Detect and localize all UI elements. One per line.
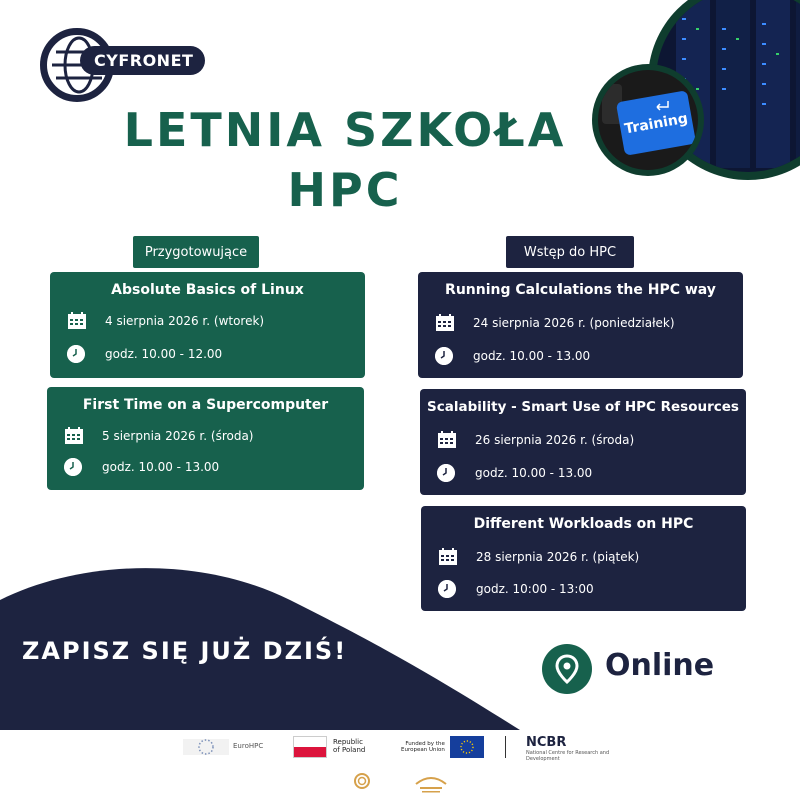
clock-icon (435, 347, 453, 365)
course-date: 26 sierpnia 2026 r. (środa) (475, 433, 635, 447)
training-key-label: Training (616, 90, 696, 156)
tag-preparatory: Przygotowujące (133, 236, 259, 268)
eu-funded-logo: Funded by the European Union (401, 736, 484, 758)
ncbr-logo: NCBR (526, 735, 567, 750)
calendar-icon (64, 427, 84, 445)
calendar-icon (435, 314, 455, 332)
tag-intro-hpc: Wstęp do HPC (506, 236, 634, 268)
logo-text: CYFRONET (80, 46, 205, 75)
page-title-line1: LETNIA SZKOŁA (123, 103, 567, 157)
course-title: Scalability - Smart Use of HPC Resources (427, 399, 739, 415)
course-card (418, 272, 743, 378)
course-title: Absolute Basics of Linux (111, 282, 304, 298)
republic-of-poland-logo: Republic of Poland (293, 736, 365, 758)
calendar-icon (67, 312, 87, 330)
location-label: Online (605, 648, 715, 683)
course-date: 4 sierpnia 2026 r. (wtorek) (105, 314, 265, 328)
course-time: godz. 10.00 - 12.00 (105, 347, 223, 361)
poland-flag-icon (293, 736, 327, 758)
cyfronet-logo (40, 28, 194, 102)
clock-icon (437, 464, 455, 482)
course-time: godz. 10:00 - 13:00 (476, 582, 594, 596)
eurohpc-stars-icon (183, 737, 229, 757)
enter-arrow-icon (654, 100, 670, 112)
location-badge (542, 644, 592, 694)
course-card (50, 272, 365, 378)
course-title: Running Calculations the HPC way (445, 282, 716, 298)
footer-divider (505, 736, 506, 758)
course-date: 28 sierpnia 2026 r. (piątek) (476, 550, 640, 564)
clock-icon (64, 458, 82, 476)
course-card (47, 387, 364, 490)
course-date: 24 sierpnia 2026 r. (poniedziałek) (473, 316, 675, 330)
course-time: godz. 10.00 - 13.00 (473, 349, 591, 363)
location-pin-icon (542, 644, 592, 694)
competence-centre-logo (412, 772, 450, 796)
ncbr-subtitle: National Centre for Research and Development (526, 750, 610, 762)
course-title: Different Workloads on HPC (473, 516, 694, 532)
clock-icon (67, 345, 85, 363)
course-date: 5 sierpnia 2026 r. (środa) (102, 429, 254, 443)
euro-cc-logo (352, 771, 372, 797)
course-time: godz. 10.00 - 13.00 (102, 460, 220, 474)
course-time: godz. 10.00 - 13.00 (475, 466, 593, 480)
course-title: First Time on a Supercomputer (82, 397, 329, 413)
calendar-icon (437, 431, 457, 449)
signup-call-to-action: ZAPISZ SIĘ JUŻ DZIŚ! (22, 637, 348, 665)
training-key-image (592, 64, 704, 176)
course-card (420, 389, 746, 495)
eurohpc-logo: EuroHPC (183, 737, 263, 757)
eu-flag-icon (450, 736, 484, 758)
page-title-line2: HPC (287, 163, 403, 217)
